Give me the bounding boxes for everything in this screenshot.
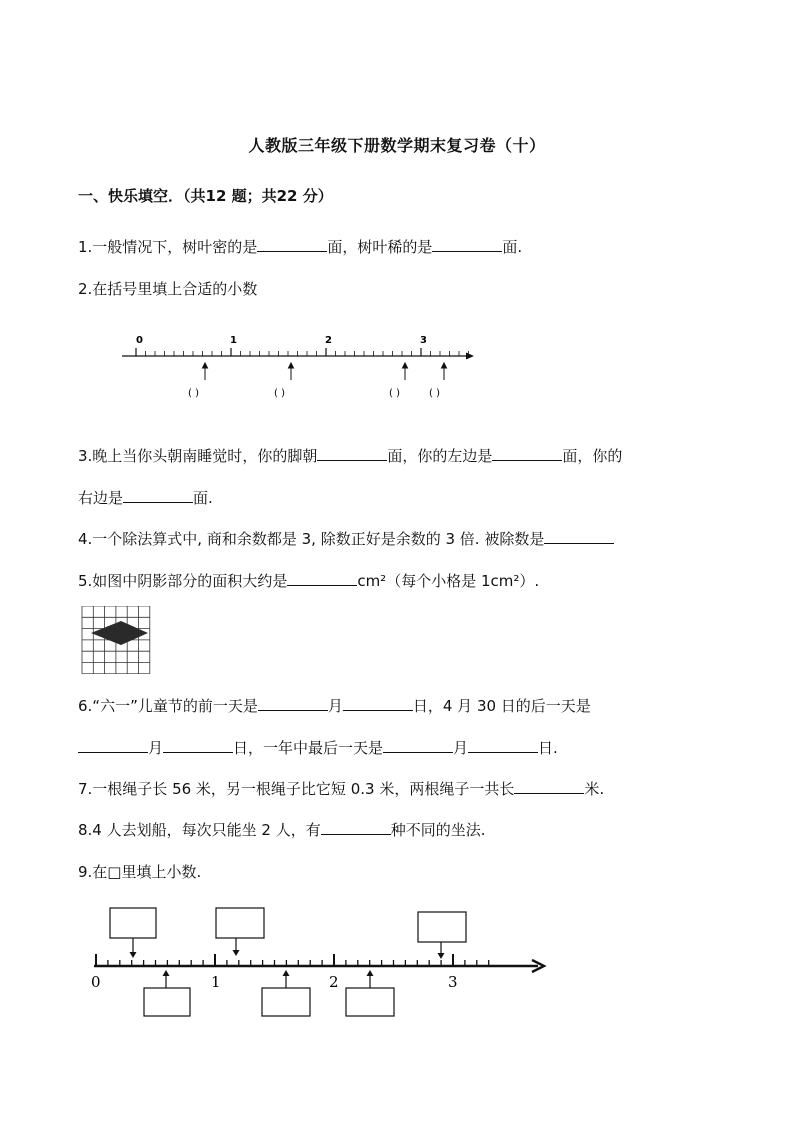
q4-text: 4.一个除法算式中, 商和余数都是 3, 除数正好是余数的 3 倍. 被除数是 — [78, 530, 545, 548]
answer-blank[interactable] — [317, 446, 387, 461]
question-5 — [78, 570, 539, 591]
question-2: 2.在括号里填上合适的小数 — [78, 280, 258, 298]
answer-blank[interactable] — [492, 446, 562, 461]
answer-paren[interactable]: ( ) — [274, 388, 285, 399]
answer-box[interactable] — [144, 988, 190, 1016]
q7-text-a: 7.一根绳子长 56 米，另一根绳子比它短 0.3 米，两根绳子一共长 — [78, 780, 515, 798]
grid-figure-q5 — [80, 606, 152, 674]
answer-box[interactable] — [216, 908, 264, 938]
down-arrow-icon — [438, 953, 445, 959]
answer-blank[interactable] — [514, 779, 584, 794]
answer-blank[interactable] — [468, 738, 538, 753]
number-line-figure-q2 — [118, 328, 488, 404]
down-arrow-icon — [130, 952, 137, 958]
question-7 — [78, 778, 604, 799]
answer-paren[interactable]: ( ) — [389, 388, 400, 399]
answer-blank[interactable] — [258, 696, 328, 711]
question-4 — [78, 528, 614, 549]
q6-text-b: 月 — [327, 697, 343, 715]
question-8 — [78, 819, 486, 840]
answer-paren[interactable]: ( ) — [429, 388, 440, 399]
tick-marks — [96, 954, 489, 966]
q3-text-b: 面，你的左边是 — [387, 447, 493, 465]
answer-paren[interactable]: ( ) — [188, 388, 199, 399]
q3-text-d: 右边是 — [78, 489, 124, 507]
q8-text-a: 8.4 人去划船，每次只能坐 2 人，有 — [78, 821, 321, 839]
answer-blank[interactable] — [123, 488, 193, 503]
q1-text-a: 1.一般情况下，树叶密的是 — [78, 238, 258, 256]
q7-text-b: 米. — [584, 780, 605, 798]
up-arrow-icon — [442, 363, 447, 368]
q6-text-e: 日，一年中最后一天是 — [233, 739, 384, 757]
tick-label-0: 0 — [136, 335, 143, 346]
answer-blank[interactable] — [287, 571, 357, 586]
q6-text-c: 日，4 月 30 日的后一天是 — [412, 697, 591, 715]
tick-label-0: 0 — [91, 973, 101, 991]
number-line-figure-q9 — [86, 902, 552, 1020]
shaded-rhombus — [91, 621, 148, 645]
tick-label-3: 3 — [448, 973, 458, 991]
down-arrow-icon — [233, 950, 240, 956]
up-arrow-icon — [163, 970, 170, 976]
q6-text-f: 月 — [453, 739, 469, 757]
answer-box[interactable] — [346, 988, 394, 1016]
q6-text-a: 6.“六一”儿童节的前一天是 — [78, 697, 258, 715]
answer-blank[interactable] — [432, 237, 502, 252]
q5-text-b: cm²（每个小格是 1cm²）. — [357, 572, 540, 590]
up-arrow-icon — [289, 363, 294, 368]
tick-marks — [136, 348, 469, 356]
answer-box[interactable] — [262, 988, 310, 1016]
answer-blank[interactable] — [544, 529, 614, 544]
answer-blank[interactable] — [163, 738, 233, 753]
up-arrow-icon — [203, 363, 208, 368]
up-arrow-icon — [367, 970, 374, 976]
q8-text-b: 种不同的坐法. — [390, 821, 486, 839]
question-6-line-2 — [78, 737, 558, 758]
tick-label-3: 3 — [420, 335, 427, 346]
q6-text-g: 日. — [538, 739, 558, 757]
arrow-head-icon — [466, 353, 474, 360]
question-1 — [78, 236, 522, 257]
tick-label-1: 1 — [230, 335, 237, 346]
q3-text-a: 3.晚上当你头朝南睡觉时，你的脚朝 — [78, 447, 318, 465]
q1-text-c: 面. — [502, 238, 523, 256]
tick-label-2: 2 — [325, 335, 332, 346]
tick-label-2: 2 — [329, 973, 339, 991]
answer-blank[interactable] — [78, 738, 148, 753]
q5-text-a: 5.如图中阴影部分的面积大约是 — [78, 572, 288, 590]
pointer-arrows — [203, 363, 447, 380]
answer-blank[interactable] — [383, 738, 453, 753]
question-3-line-1 — [78, 445, 622, 466]
q3-text-e: 面. — [193, 489, 213, 507]
answer-box[interactable] — [110, 908, 156, 938]
q1-text-b: 面，树叶稀的是 — [327, 238, 433, 256]
question-3-line-2 — [78, 487, 213, 508]
answer-box[interactable] — [418, 912, 466, 942]
section-heading: 一、快乐填空．（共12 题；共22 分） — [78, 187, 333, 205]
up-arrow-icon — [283, 970, 290, 976]
question-6-line-1 — [78, 695, 591, 716]
up-arrow-icon — [403, 363, 408, 368]
question-9: 9.在□里填上小数. — [78, 863, 202, 881]
answer-blank[interactable] — [343, 696, 413, 711]
q6-text-d: 月 — [148, 739, 164, 757]
answer-blank[interactable] — [321, 820, 391, 835]
q3-text-c: 面，你的 — [562, 447, 623, 465]
page-title: 人教版三年级下册数学期末复习卷（十） — [248, 136, 546, 155]
answer-blank[interactable] — [257, 237, 327, 252]
tick-label-1: 1 — [211, 973, 221, 991]
